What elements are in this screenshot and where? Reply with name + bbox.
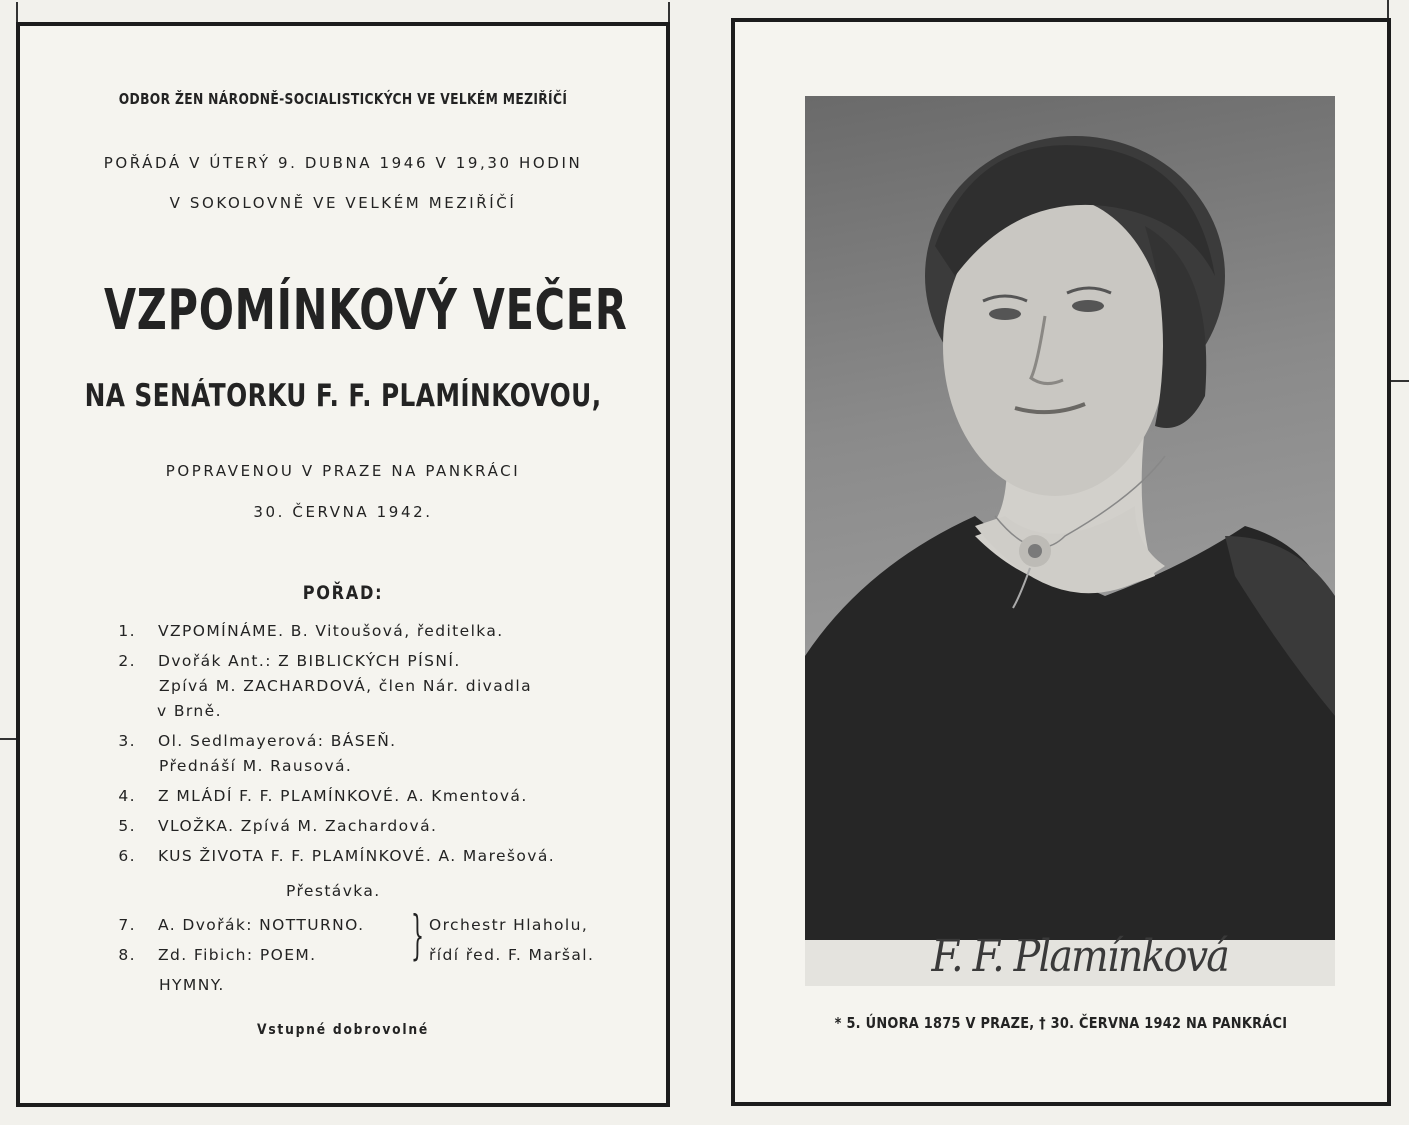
- program-text: Dvořák Ant.: Z BIBLICKÝCH PÍSNÍ.: [158, 652, 461, 670]
- crop-mark: [16, 2, 18, 22]
- event-title: VZPOMÍNKOVÝ VEČER: [103, 278, 628, 343]
- program-item-3: [116, 732, 397, 750]
- invitation-panel: [16, 22, 670, 1107]
- performer-line: Orchestr Hlaholu,: [429, 916, 589, 934]
- organization-heading: ODBOR ŽEN NÁRODNĚ-SOCIALISTICKÝCH VE VELKÉM MEZIŘÍČÍ: [118, 90, 568, 108]
- program-text: VZPOMÍNÁME. B. Vitoušová, ředitelka.: [158, 622, 504, 640]
- performer-line: řídí řed. F. Maršal.: [429, 946, 595, 964]
- program-text: A. Dvořák: NOTTURNO.: [158, 916, 365, 934]
- program-text: v Brně.: [157, 702, 222, 720]
- brace-symbol: }: [410, 906, 425, 966]
- program-text: Zpívá M. ZACHARDOVÁ, člen Nár. divadla: [159, 677, 532, 695]
- program-text: Ol. Sedlmayerová: BÁSEŇ.: [158, 732, 397, 750]
- program-text: Přednáší M. Rausová.: [159, 757, 353, 775]
- intermission-label: Přestávka.: [286, 882, 381, 900]
- anthems-item: HYMNY.: [159, 976, 225, 994]
- program-number: 4.: [118, 787, 136, 805]
- crop-mark: [1387, 0, 1389, 18]
- venue-line: V SOKOLOVNĚ VE VELKÉM MEZIŘÍČÍ: [169, 194, 517, 212]
- signature-strip: [805, 931, 1335, 986]
- program-number: 6.: [118, 847, 136, 865]
- program-heading: POŘAD:: [302, 582, 384, 604]
- crop-mark: [1391, 380, 1409, 382]
- program-item-8: [116, 946, 317, 964]
- program-number: 8.: [118, 946, 136, 964]
- program-number: 7.: [118, 916, 136, 934]
- portrait-illustration: [805, 96, 1335, 940]
- program-text: Z MLÁDÍ F. F. PLAMÍNKOVÉ. A. Kmentová.: [158, 787, 528, 805]
- program-text: KUS ŽIVOTA F. F. PLAMÍNKOVÉ. A. Marešová.: [158, 847, 556, 865]
- program-number: 3.: [118, 732, 136, 750]
- handwritten-signature: F. F. Plamínková: [931, 931, 1229, 982]
- program-text: VLOŽKA. Zpívá M. Zachardová.: [158, 817, 438, 835]
- program-item-1: [116, 622, 504, 640]
- executed-date: 30. ČERVNA 1942.: [253, 503, 433, 521]
- program-number: 1.: [118, 622, 136, 640]
- portrait-panel: [731, 18, 1391, 1106]
- program-item-5: [116, 817, 437, 835]
- program-item-6: [116, 847, 555, 865]
- program-item-2: [116, 652, 461, 670]
- program-number: 5.: [118, 817, 136, 835]
- program-number: 2.: [118, 652, 136, 670]
- admission-note: Vstupné dobrovolné: [257, 1022, 429, 1038]
- portrait-photo: [805, 96, 1335, 986]
- executed-line: POPRAVENOU V PRAZE NA PANKRÁCI: [165, 462, 521, 480]
- crop-mark: [0, 738, 16, 740]
- life-dates-caption: * 5. ÚNORA 1875 V PRAZE, † 30. ČERVNA 1942 NA PANKRÁCI: [834, 1014, 1288, 1032]
- program-text: Zd. Fibich: POEM.: [158, 946, 317, 964]
- date-line: POŘÁDÁ V ÚTERÝ 9. DUBNA 1946 V 19,30 HODIN: [103, 154, 583, 172]
- crop-mark: [668, 2, 670, 22]
- program-item-4: [116, 787, 528, 805]
- program-item-7: [116, 916, 364, 934]
- event-subtitle: NA SENÁTORKU F. F. PLAMÍNKOVOU,: [84, 378, 602, 414]
